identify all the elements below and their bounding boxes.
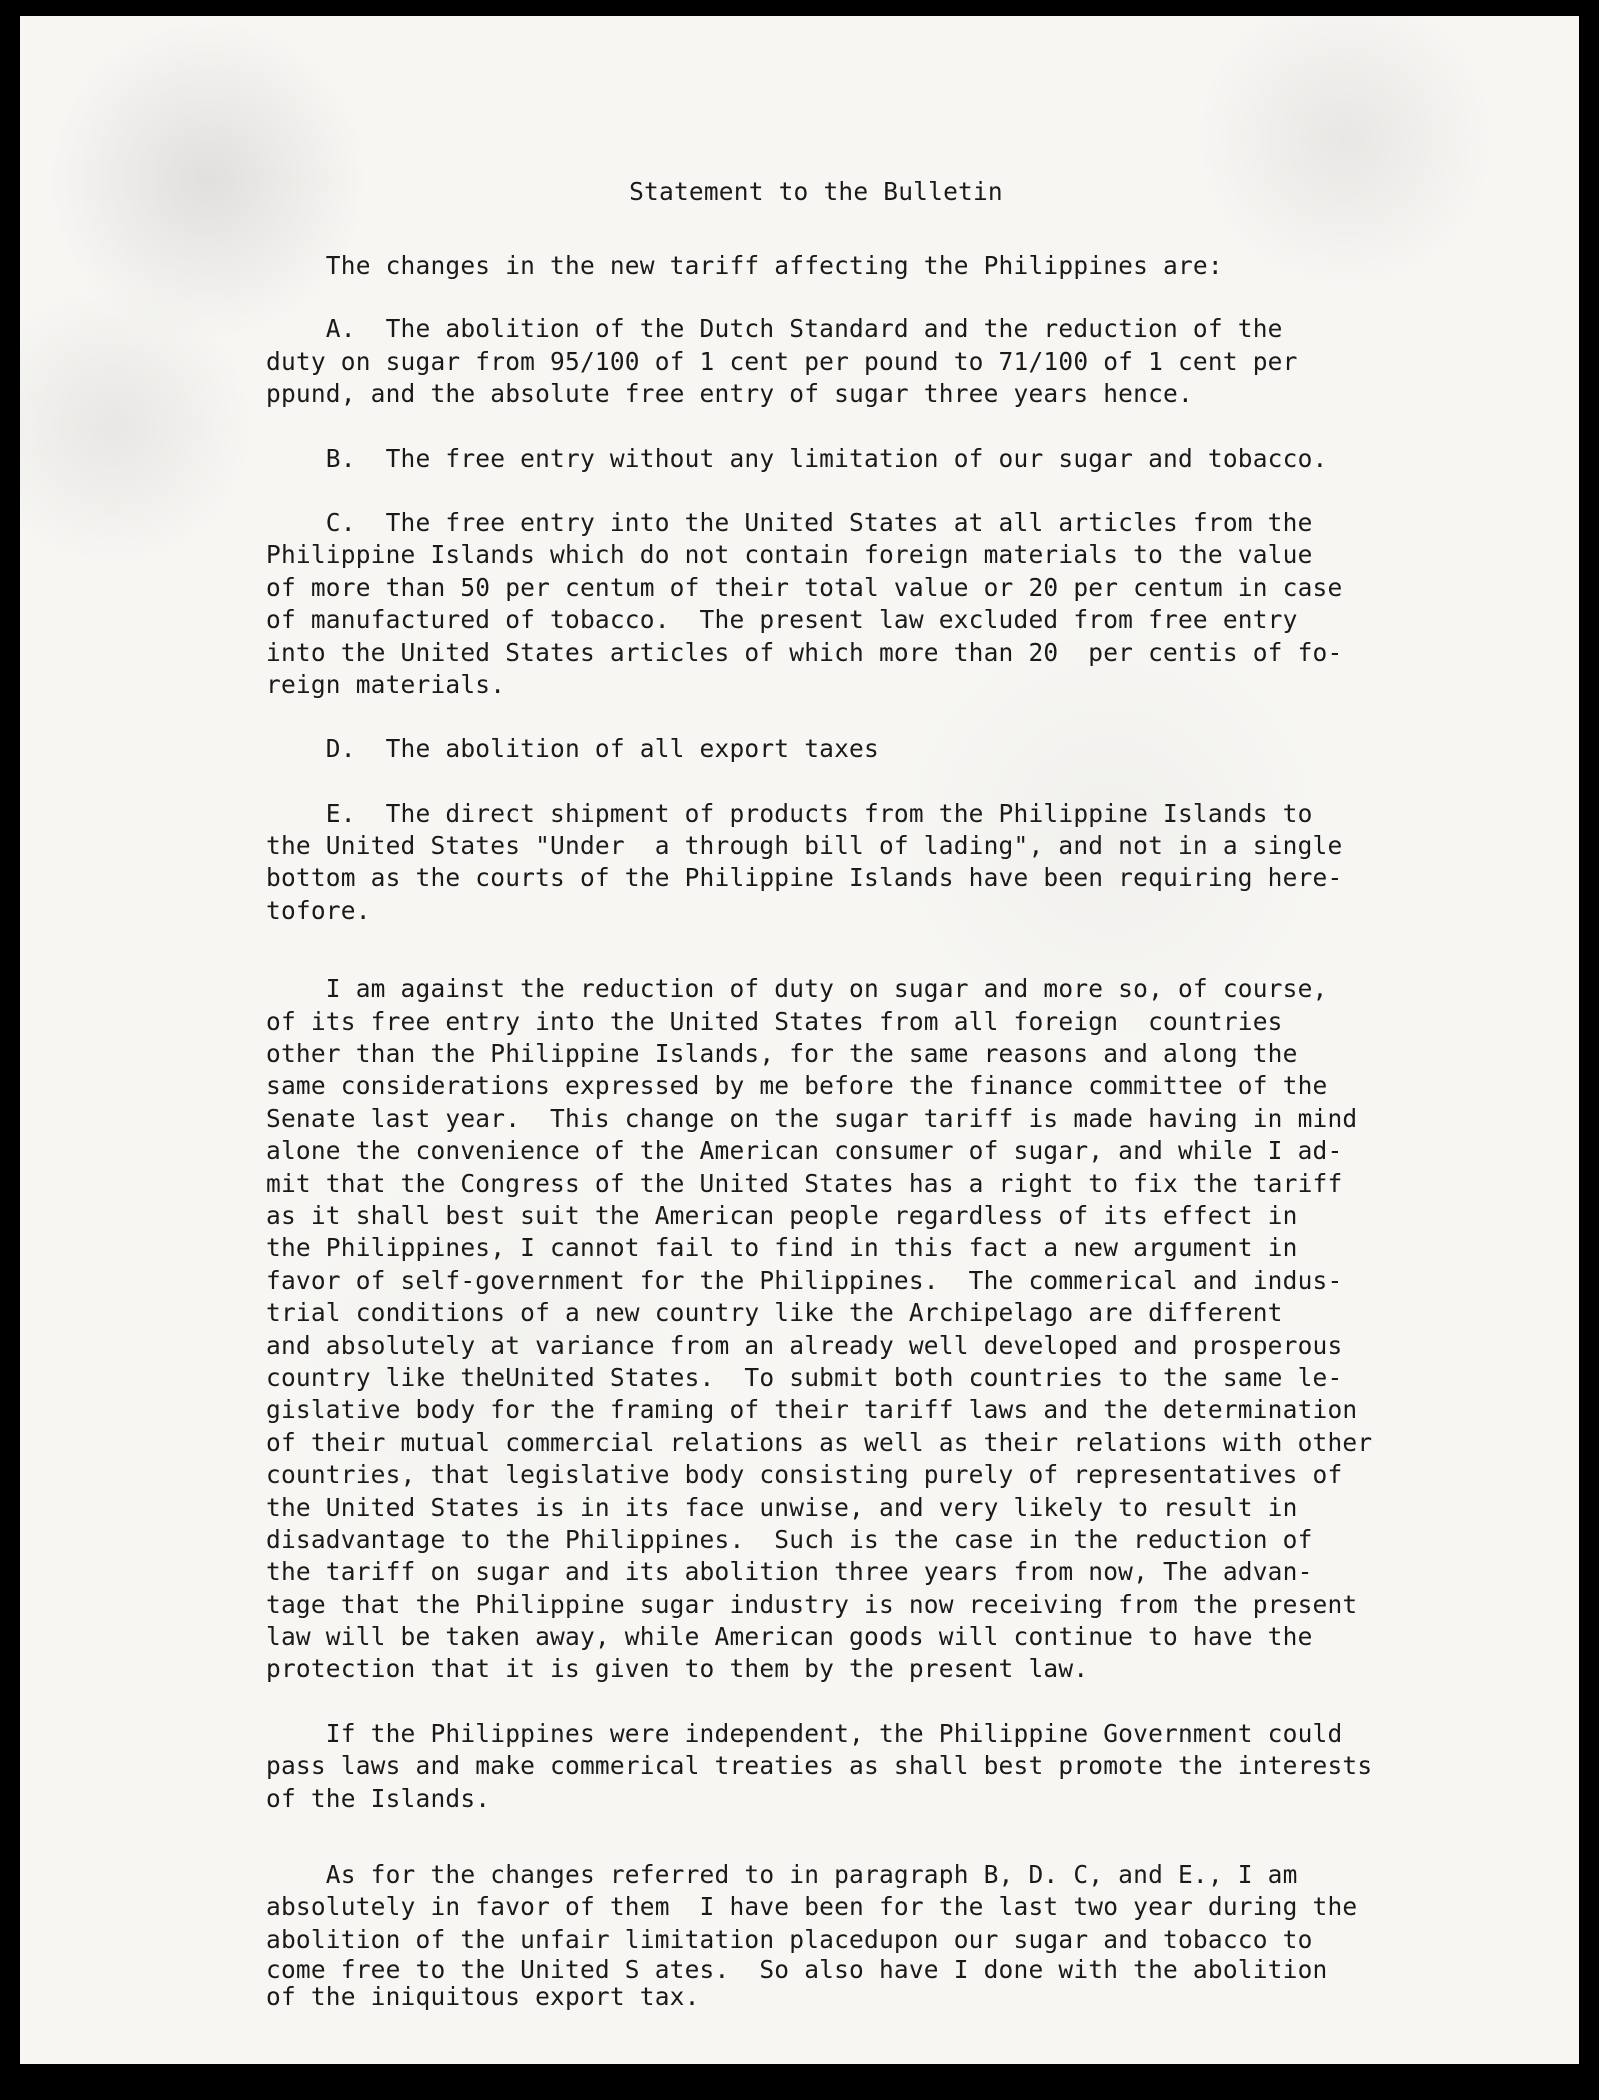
text-line: other than the Philippine Islands, for the same reasons and along the [266,1039,1298,1069]
text-line: of the Islands. [266,1783,491,1813]
text-line: B. The free entry without any limitation of our sugar and tobacco. [266,443,1328,473]
text-line: the United States is in its face unwise, and very likely to result in [266,1492,1298,1522]
text-line: trial conditions of a new country like the Archipelago are different [266,1298,1283,1328]
text-line: I am against the reduction of duty on sugar and more so, of course, [266,974,1328,1004]
text-line: ppund, and the absolute free entry of sugar three years hence. [266,379,1193,409]
text-line: abolition of the unfair limitation placedupon our sugar and tobacco to [266,1924,1313,1954]
text-line: Senate last year. This change on the sugar tariff is made having in mind [266,1103,1358,1133]
text-line: tage that the Philippine sugar industry is now receiving from the present [266,1589,1358,1619]
text-line: of manufactured of tobacco. The present law excluded from free entry [266,605,1298,635]
text-line: D. The abolition of all export taxes [266,734,879,764]
item-d-paragraph [266,733,1486,765]
text-line: protection that it is given to them by the present law. [266,1654,1089,1684]
text-line: the Philippines, I cannot fail to find in this fact a new argument in [266,1233,1298,1263]
document-page [20,16,1579,2064]
text-line: favor of self-government for the Philippines. The commerical and indus- [266,1265,1343,1295]
text-line: mit that the Congress of the United States has a right to fix the tariff [266,1168,1343,1198]
text-line: same considerations expressed by me before the finance committee of the [266,1071,1328,1101]
text-line: and absolutely at variance from an already well developed and prosperous [266,1330,1343,1360]
document-title: Statement to the Bulletin [629,177,1003,206]
text-line: disadvantage to the Philippines. Such is the case in the reduction of [266,1524,1313,1554]
text-line: the United States "Under a through bill of lading", and not in a single [266,831,1343,861]
text-line: alone the convenience of the American consumer of sugar, and while I ad- [266,1136,1343,1166]
text-line: bottom as the courts of the Philippine Islands have been requiring here- [266,863,1343,893]
text-line: A. The abolition of the Dutch Standard and the reduction of the [266,314,1283,344]
independence-paragraph [266,1718,1486,1815]
item-e-paragraph [266,798,1486,928]
text-line: of more than 50 per centum of their total value or 20 per centum in case [266,572,1343,602]
argument-paragraph [266,973,1486,1686]
text-line: C. The free entry into the United States at all articles from the [266,507,1313,537]
text-line: countries, that legislative body consisting purely of representatives of [266,1460,1343,1490]
text-line: gislative body for the framing of their tariff laws and the determination [266,1395,1358,1425]
text-line: of its free entry into the United States from all foreign countries [266,1006,1283,1036]
intro-paragraph [266,250,1486,282]
text-line: pass laws and make commerical treaties as shall best promote the interests [266,1751,1373,1781]
text-line: If the Philippines were independent, the Philippine Government could [266,1718,1343,1748]
text-line: as it shall best suit the American people regardless of its effect in [266,1200,1298,1230]
text-line: As for the changes referred to in paragraph B, D. C, and E., I am [266,1860,1298,1890]
text-line: The changes in the new tariff affecting the Philippines are: [266,251,1223,280]
text-line: Philippine Islands which do not contain foreign materials to the value [266,540,1313,570]
typed-statement [266,176,1486,2042]
text-line: come free to the United S ates. So also have I done with the abolition [266,1955,1328,1985]
text-line: of the iniquitous export tax. [266,1982,700,2012]
text-line: tofore. [266,895,371,925]
item-c-paragraph [266,507,1486,701]
text-line: country like theUnited States. To submit both countries to the same le- [266,1362,1343,1392]
text-line: into the United States articles of which more than 20 per centis of fo- [266,637,1343,667]
item-b-paragraph [266,443,1486,475]
text-line: law will be taken away, while American goods will continue to have the [266,1622,1313,1652]
text-line: of their mutual commercial relations as well as their relations with other [266,1427,1373,1457]
text-line: duty on sugar from 95/100 of 1 cent per pound to 71/100 of 1 cent per [266,346,1298,376]
closing-paragraph [266,1859,1486,2010]
text-line: the tariff on sugar and its abolition three years from now, The advan- [266,1557,1313,1587]
text-line: reign materials. [266,669,506,699]
item-a-paragraph [266,313,1486,410]
text-line: E. The direct shipment of products from the Philippine Islands to [266,798,1313,828]
text-line: absolutely in favor of them I have been for the last two year during the [266,1892,1358,1922]
